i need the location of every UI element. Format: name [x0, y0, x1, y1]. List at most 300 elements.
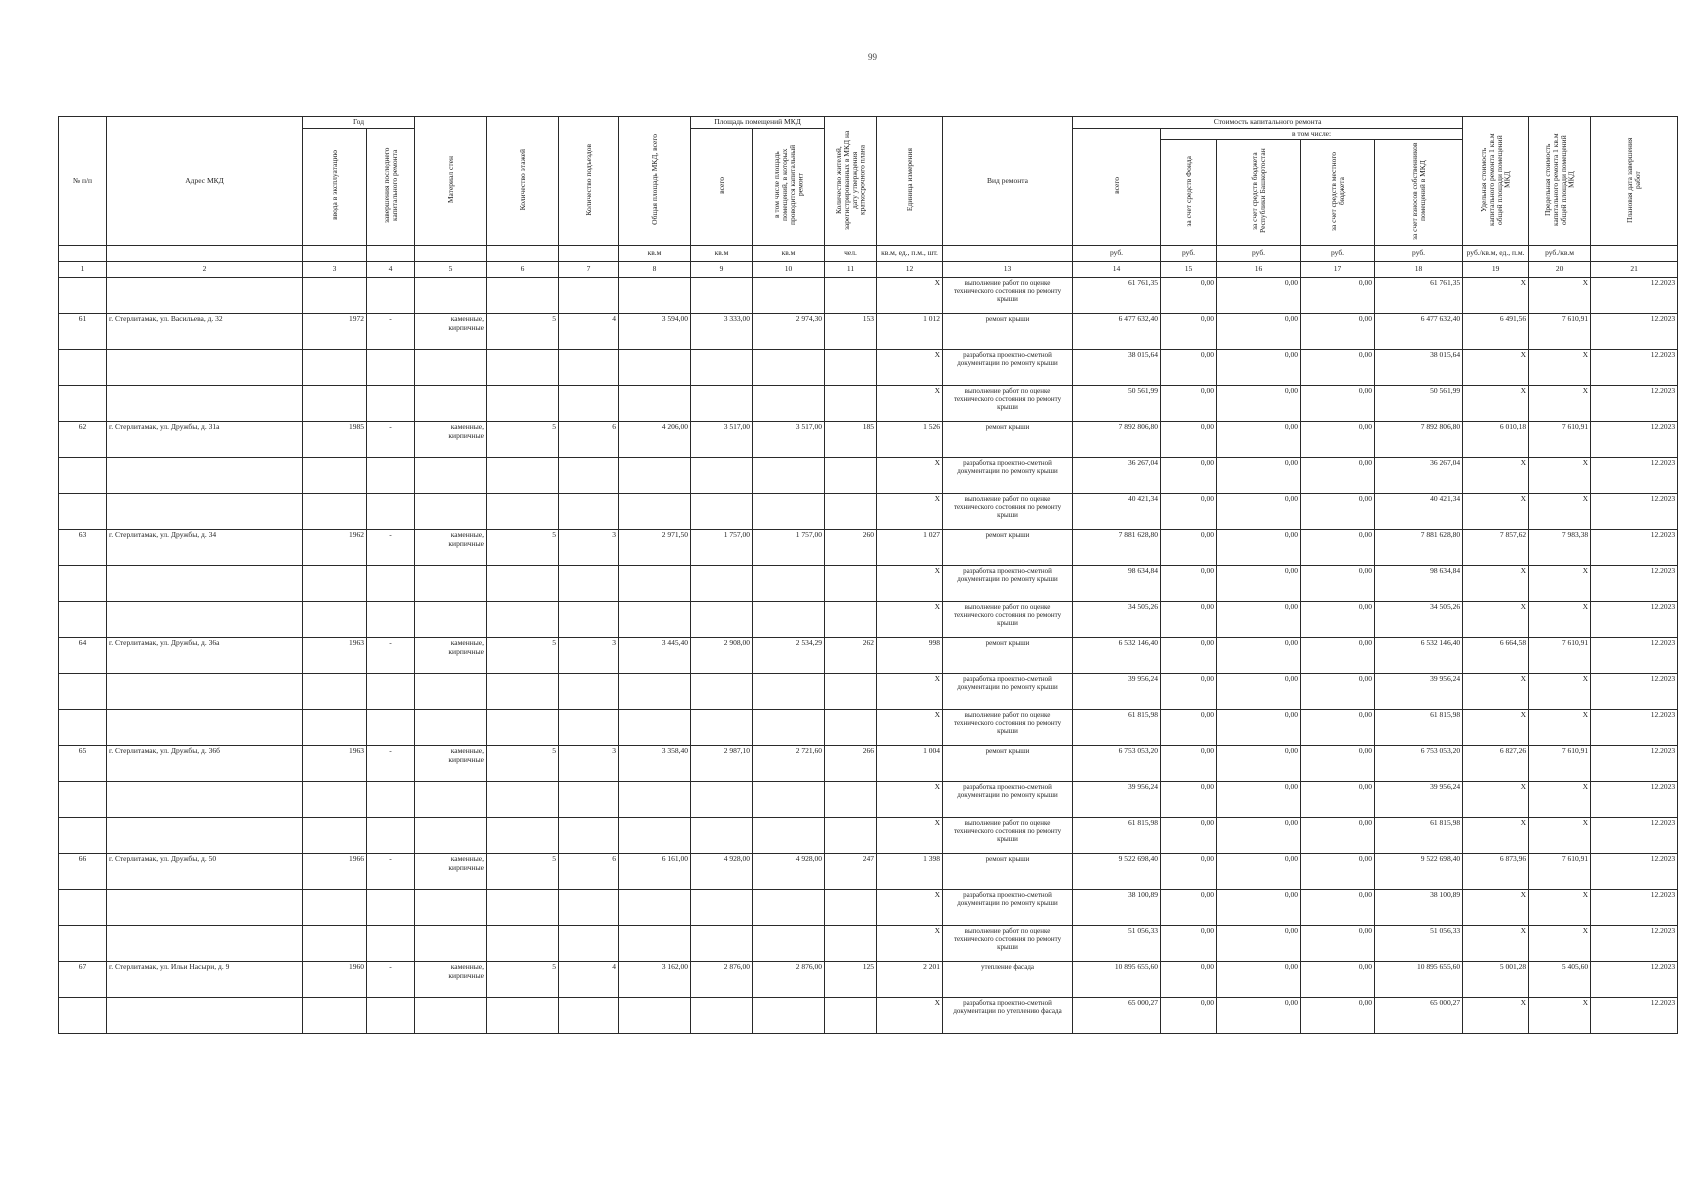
cell-work-type: выполнение работ по оценке технического состояния по ремонту крыши	[943, 925, 1073, 961]
column-number: 7	[559, 261, 619, 277]
cell-residents: 262	[825, 637, 877, 673]
column-number: 3	[303, 261, 367, 277]
cell-entrances: 6	[559, 853, 619, 889]
cell-work-type: выполнение работ по оценке технического состояния по ремонту крыши	[943, 493, 1073, 529]
cell-year-built	[303, 781, 367, 817]
cell-entrances	[559, 781, 619, 817]
cell-cost-local: 0,00	[1301, 313, 1375, 349]
cell-year-built	[303, 457, 367, 493]
cell-year-built	[303, 601, 367, 637]
column-number: 6	[487, 261, 559, 277]
cell-quantity: 1 012	[877, 313, 943, 349]
column-number: 5	[415, 261, 487, 277]
cell-num	[59, 781, 107, 817]
cell-year-repair: -	[367, 637, 415, 673]
unit-cell: кв.м	[619, 245, 691, 261]
cell-cost-republic: 0,00	[1217, 349, 1301, 385]
cell-area-premises: 2 876,00	[691, 961, 753, 997]
cell-area-repair	[753, 997, 825, 1033]
cell-area-total	[619, 385, 691, 421]
cell-area-repair	[753, 817, 825, 853]
cell-walls	[415, 385, 487, 421]
cell-cost-republic: 0,00	[1217, 817, 1301, 853]
cell-completion-date: 12.2023	[1591, 673, 1678, 709]
cell-floors: 5	[487, 961, 559, 997]
cell-unit-cost: X	[1463, 817, 1529, 853]
cell-cost-republic: 0,00	[1217, 745, 1301, 781]
cell-year-repair	[367, 889, 415, 925]
cell-work-type: выполнение работ по оценке технического состояния по ремонту крыши	[943, 817, 1073, 853]
cell-year-built	[303, 565, 367, 601]
cell-area-repair: 1 757,00	[753, 529, 825, 565]
unit-cell: руб.	[1161, 245, 1217, 261]
cell-entrances	[559, 673, 619, 709]
header-num: № п/п	[59, 117, 107, 246]
cell-area-repair: 2 876,00	[753, 961, 825, 997]
cell-cost-total: 6 753 053,20	[1073, 745, 1161, 781]
cell-cost-local: 0,00	[1301, 961, 1375, 997]
cell-unit-cost: X	[1463, 709, 1529, 745]
header-work-type: Вид ремонта	[943, 117, 1073, 246]
header-unit-cost: Удельная стоимость капитального ремонта 1 кв.м общей площади помещений МКД	[1463, 117, 1529, 246]
cell-address	[107, 565, 303, 601]
cell-walls	[415, 493, 487, 529]
cell-floors	[487, 997, 559, 1033]
cell-walls	[415, 997, 487, 1033]
header-total-area: Общая площадь МКД, всего	[619, 117, 691, 246]
cell-address: г. Стерлитамак, ул. Дружбы, д. 31а	[107, 421, 303, 457]
cell-num	[59, 925, 107, 961]
header-row-1	[59, 117, 1678, 129]
cell-walls: каменные, кирпичные	[415, 745, 487, 781]
cell-residents	[825, 781, 877, 817]
unit-cell: руб.	[1301, 245, 1375, 261]
cell-year-repair	[367, 709, 415, 745]
table-row	[59, 673, 1678, 709]
cell-cost-owners: 98 634,84	[1375, 565, 1463, 601]
cell-cost-fund: 0,00	[1161, 853, 1217, 889]
cell-cost-total: 51 056,33	[1073, 925, 1161, 961]
cell-year-repair	[367, 349, 415, 385]
cell-completion-date: 12.2023	[1591, 997, 1678, 1033]
cell-area-premises: 4 928,00	[691, 853, 753, 889]
cell-unit-cost: 6 827,26	[1463, 745, 1529, 781]
header-floors: Количество этажей	[487, 117, 559, 246]
cell-work-type: ремонт крыши	[943, 529, 1073, 565]
table-row	[59, 853, 1678, 889]
cell-unit-cost: 5 001,28	[1463, 961, 1529, 997]
cell-year-repair: -	[367, 745, 415, 781]
cell-limit-cost: 7 983,38	[1529, 529, 1591, 565]
cell-limit-cost: X	[1529, 673, 1591, 709]
cell-walls: каменные, кирпичные	[415, 637, 487, 673]
cell-address	[107, 601, 303, 637]
cell-area-repair: 2 721,60	[753, 745, 825, 781]
cell-quantity: X	[877, 997, 943, 1033]
cell-cost-owners: 34 505,26	[1375, 601, 1463, 637]
cell-residents	[825, 457, 877, 493]
cell-entrances: 4	[559, 313, 619, 349]
column-numbers-row	[59, 261, 1678, 277]
cell-cost-local: 0,00	[1301, 997, 1375, 1033]
cell-walls	[415, 673, 487, 709]
page-number: 99	[868, 52, 877, 62]
cell-walls	[415, 349, 487, 385]
cell-num	[59, 385, 107, 421]
cell-walls	[415, 889, 487, 925]
column-number: 17	[1301, 261, 1375, 277]
cell-completion-date: 12.2023	[1591, 493, 1678, 529]
cell-cost-local: 0,00	[1301, 889, 1375, 925]
cell-cost-owners: 7 881 628,80	[1375, 529, 1463, 565]
cell-num: 67	[59, 961, 107, 997]
cell-limit-cost: 7 610,91	[1529, 313, 1591, 349]
cell-area-repair	[753, 493, 825, 529]
cell-residents	[825, 493, 877, 529]
cell-cost-fund: 0,00	[1161, 493, 1217, 529]
cell-work-type: разработка проектно-сметной документации по ремонту крыши	[943, 349, 1073, 385]
cell-residents	[825, 925, 877, 961]
cell-year-built: 1972	[303, 313, 367, 349]
cell-num	[59, 277, 107, 313]
cell-cost-local: 0,00	[1301, 277, 1375, 313]
cell-limit-cost: X	[1529, 889, 1591, 925]
cell-year-repair: -	[367, 313, 415, 349]
table-row	[59, 637, 1678, 673]
units-row	[59, 245, 1678, 261]
cell-limit-cost: X	[1529, 565, 1591, 601]
cell-cost-fund: 0,00	[1161, 673, 1217, 709]
unit-cell: кв.м, ед., п.м., шт.	[877, 245, 943, 261]
cell-year-repair	[367, 493, 415, 529]
cell-quantity: X	[877, 673, 943, 709]
cell-unit-cost: X	[1463, 349, 1529, 385]
cell-address: г. Стерлитамак, ул. Дружбы, д. 36а	[107, 637, 303, 673]
cell-completion-date: 12.2023	[1591, 745, 1678, 781]
cell-walls	[415, 277, 487, 313]
cell-cost-fund: 0,00	[1161, 313, 1217, 349]
cell-area-total	[619, 565, 691, 601]
cell-floors: 5	[487, 853, 559, 889]
column-number: 21	[1591, 261, 1678, 277]
cell-year-built	[303, 925, 367, 961]
cell-entrances	[559, 277, 619, 313]
cell-year-built: 1962	[303, 529, 367, 565]
cell-walls: каменные, кирпичные	[415, 853, 487, 889]
cell-cost-fund: 0,00	[1161, 349, 1217, 385]
cell-cost-republic: 0,00	[1217, 853, 1301, 889]
cell-area-total	[619, 277, 691, 313]
header-year-last-repair: завершения последнего капитального ремонта	[367, 128, 415, 245]
cell-address	[107, 709, 303, 745]
cell-cost-local: 0,00	[1301, 637, 1375, 673]
cell-limit-cost: 7 610,91	[1529, 421, 1591, 457]
cell-completion-date: 12.2023	[1591, 349, 1678, 385]
cell-entrances	[559, 925, 619, 961]
header-cost-owners: за счет взносов собственников помещений в МКД	[1375, 140, 1463, 246]
cell-num	[59, 493, 107, 529]
cell-floors: 5	[487, 529, 559, 565]
unit-cell	[59, 245, 107, 261]
cell-quantity: X	[877, 889, 943, 925]
column-number: 10	[753, 261, 825, 277]
cell-year-built: 1985	[303, 421, 367, 457]
cell-floors	[487, 925, 559, 961]
column-number: 4	[367, 261, 415, 277]
header-cost-group: Стоимость капитального ремонта	[1073, 117, 1463, 129]
cell-residents	[825, 601, 877, 637]
unit-cell	[415, 245, 487, 261]
cell-unit-cost: X	[1463, 457, 1529, 493]
cell-floors	[487, 601, 559, 637]
cell-completion-date: 12.2023	[1591, 529, 1678, 565]
table-row	[59, 601, 1678, 637]
cell-num	[59, 565, 107, 601]
table-row	[59, 349, 1678, 385]
cell-quantity: 1 027	[877, 529, 943, 565]
table-row	[59, 457, 1678, 493]
cell-num	[59, 889, 107, 925]
cell-area-repair	[753, 673, 825, 709]
cell-floors: 5	[487, 637, 559, 673]
cell-floors	[487, 493, 559, 529]
cell-area-repair	[753, 457, 825, 493]
cell-walls	[415, 781, 487, 817]
cell-year-built	[303, 277, 367, 313]
cell-cost-owners: 38 015,64	[1375, 349, 1463, 385]
cell-completion-date: 12.2023	[1591, 853, 1678, 889]
cell-unit-cost: 6 010,18	[1463, 421, 1529, 457]
cell-address	[107, 997, 303, 1033]
cell-unit-cost: X	[1463, 925, 1529, 961]
cell-residents	[825, 565, 877, 601]
cell-floors	[487, 277, 559, 313]
unit-cell: руб./кв.м, ед., п.м.	[1463, 245, 1529, 261]
cell-completion-date: 12.2023	[1591, 961, 1678, 997]
cell-num	[59, 997, 107, 1033]
cell-work-type: разработка проектно-сметной документации по ремонту крыши	[943, 565, 1073, 601]
cell-cost-republic: 0,00	[1217, 961, 1301, 997]
cell-residents: 153	[825, 313, 877, 349]
unit-cell	[943, 245, 1073, 261]
cell-cost-local: 0,00	[1301, 673, 1375, 709]
cell-cost-local: 0,00	[1301, 601, 1375, 637]
cell-area-premises	[691, 925, 753, 961]
cell-area-premises	[691, 457, 753, 493]
cell-residents	[825, 709, 877, 745]
cell-cost-owners: 6 532 146,40	[1375, 637, 1463, 673]
table-row	[59, 421, 1678, 457]
cell-limit-cost: X	[1529, 781, 1591, 817]
cell-address	[107, 457, 303, 493]
cell-unit-cost: 6 873,96	[1463, 853, 1529, 889]
cell-area-premises: 3 333,00	[691, 313, 753, 349]
table-body	[59, 277, 1678, 1033]
column-number: 9	[691, 261, 753, 277]
column-number: 14	[1073, 261, 1161, 277]
cell-floors: 5	[487, 313, 559, 349]
cell-area-premises	[691, 385, 753, 421]
cell-limit-cost: 7 610,91	[1529, 853, 1591, 889]
cell-area-premises: 3 517,00	[691, 421, 753, 457]
cell-entrances	[559, 709, 619, 745]
column-number: 20	[1529, 261, 1591, 277]
cell-area-total: 3 358,40	[619, 745, 691, 781]
cell-year-built: 1966	[303, 853, 367, 889]
cell-completion-date: 12.2023	[1591, 421, 1678, 457]
unit-cell: чел.	[825, 245, 877, 261]
cell-walls	[415, 817, 487, 853]
table-row	[59, 277, 1678, 313]
cell-entrances: 4	[559, 961, 619, 997]
cell-cost-total: 7 892 806,80	[1073, 421, 1161, 457]
cell-year-repair	[367, 997, 415, 1033]
cell-address: г. Стерлитамак, ул. Ильи Насыри, д. 9	[107, 961, 303, 997]
cell-limit-cost: 5 405,60	[1529, 961, 1591, 997]
cell-work-type: ремонт крыши	[943, 421, 1073, 457]
cell-area-premises	[691, 781, 753, 817]
header-year-commissioning: ввода в эксплуатацию	[303, 128, 367, 245]
cell-work-type: ремонт крыши	[943, 745, 1073, 781]
cell-cost-total: 65 000,27	[1073, 997, 1161, 1033]
cell-completion-date: 12.2023	[1591, 889, 1678, 925]
cell-cost-local: 0,00	[1301, 745, 1375, 781]
cell-cost-owners: 39 956,24	[1375, 781, 1463, 817]
cell-cost-total: 98 634,84	[1073, 565, 1161, 601]
cell-year-built: 1960	[303, 961, 367, 997]
cell-area-total	[619, 601, 691, 637]
cell-unit-cost: X	[1463, 277, 1529, 313]
column-number: 8	[619, 261, 691, 277]
cell-quantity: X	[877, 565, 943, 601]
cell-quantity: 1 398	[877, 853, 943, 889]
column-number: 11	[825, 261, 877, 277]
cell-residents	[825, 385, 877, 421]
unit-cell: руб.	[1073, 245, 1161, 261]
cell-year-built	[303, 673, 367, 709]
cell-cost-total: 9 522 698,40	[1073, 853, 1161, 889]
cell-cost-fund: 0,00	[1161, 529, 1217, 565]
cell-completion-date: 12.2023	[1591, 817, 1678, 853]
cell-cost-local: 0,00	[1301, 457, 1375, 493]
cell-work-type: ремонт крыши	[943, 637, 1073, 673]
cell-address: г. Стерлитамак, ул. Васильева, д. 32	[107, 313, 303, 349]
cell-year-built	[303, 349, 367, 385]
cell-quantity: X	[877, 277, 943, 313]
cell-unit-cost: X	[1463, 565, 1529, 601]
column-number: 1	[59, 261, 107, 277]
cell-walls	[415, 709, 487, 745]
header-cost-fund: за счет средств Фонда	[1161, 140, 1217, 246]
cell-unit-cost: X	[1463, 385, 1529, 421]
table-row	[59, 925, 1678, 961]
capital-repair-table	[58, 116, 1678, 1034]
cell-num	[59, 349, 107, 385]
cell-num	[59, 457, 107, 493]
cell-area-total: 3 445,40	[619, 637, 691, 673]
cell-completion-date: 12.2023	[1591, 277, 1678, 313]
cell-year-repair	[367, 457, 415, 493]
unit-cell	[107, 245, 303, 261]
column-number: 18	[1375, 261, 1463, 277]
table-row	[59, 385, 1678, 421]
cell-residents: 125	[825, 961, 877, 997]
cell-quantity: X	[877, 781, 943, 817]
cell-cost-fund: 0,00	[1161, 925, 1217, 961]
header-cost-republic: за счет средств бюджета Республики Башкортостан	[1217, 140, 1301, 246]
cell-cost-owners: 36 267,04	[1375, 457, 1463, 493]
cell-floors	[487, 349, 559, 385]
header-wall-material: Материал стен	[415, 117, 487, 246]
cell-entrances: 6	[559, 421, 619, 457]
cell-cost-total: 50 561,99	[1073, 385, 1161, 421]
cell-cost-total: 61 761,35	[1073, 277, 1161, 313]
column-number: 19	[1463, 261, 1529, 277]
cell-unit-cost: 6 664,58	[1463, 637, 1529, 673]
cell-work-type: разработка проектно-сметной документации по утеплению фасада	[943, 997, 1073, 1033]
cell-cost-owners: 50 561,99	[1375, 385, 1463, 421]
cell-num: 62	[59, 421, 107, 457]
cell-residents	[825, 349, 877, 385]
cell-cost-owners: 38 100,89	[1375, 889, 1463, 925]
cell-cost-republic: 0,00	[1217, 565, 1301, 601]
cell-completion-date: 12.2023	[1591, 313, 1678, 349]
cell-cost-owners: 39 956,24	[1375, 673, 1463, 709]
cell-entrances: 3	[559, 745, 619, 781]
cell-cost-owners: 10 895 655,60	[1375, 961, 1463, 997]
cell-cost-owners: 9 522 698,40	[1375, 853, 1463, 889]
cell-area-total	[619, 925, 691, 961]
cell-year-repair	[367, 925, 415, 961]
cell-area-total: 6 161,00	[619, 853, 691, 889]
table-row	[59, 997, 1678, 1033]
cell-address	[107, 817, 303, 853]
cell-residents: 185	[825, 421, 877, 457]
cell-area-premises	[691, 277, 753, 313]
cell-entrances	[559, 493, 619, 529]
cell-work-type: выполнение работ по оценке технического состояния по ремонту крыши	[943, 277, 1073, 313]
cell-cost-republic: 0,00	[1217, 313, 1301, 349]
cell-cost-fund: 0,00	[1161, 565, 1217, 601]
cell-unit-cost: X	[1463, 889, 1529, 925]
cell-limit-cost: X	[1529, 349, 1591, 385]
cell-area-repair: 2 534,29	[753, 637, 825, 673]
cell-cost-fund: 0,00	[1161, 781, 1217, 817]
cell-residents: 247	[825, 853, 877, 889]
cell-work-type: выполнение работ по оценке технического состояния по ремонту крыши	[943, 709, 1073, 745]
cell-year-built	[303, 493, 367, 529]
cell-year-repair	[367, 385, 415, 421]
cell-entrances	[559, 385, 619, 421]
unit-cell: руб.	[1375, 245, 1463, 261]
cell-area-total	[619, 673, 691, 709]
cell-quantity: X	[877, 349, 943, 385]
cell-num: 63	[59, 529, 107, 565]
cell-address	[107, 493, 303, 529]
cell-work-type: разработка проектно-сметной документации по ремонту крыши	[943, 673, 1073, 709]
cell-walls: каменные, кирпичные	[415, 313, 487, 349]
cell-walls: каменные, кирпичные	[415, 961, 487, 997]
cell-cost-owners: 61 761,35	[1375, 277, 1463, 313]
cell-floors	[487, 781, 559, 817]
cell-cost-republic: 0,00	[1217, 601, 1301, 637]
cell-year-repair	[367, 673, 415, 709]
cell-cost-republic: 0,00	[1217, 421, 1301, 457]
cell-cost-fund: 0,00	[1161, 745, 1217, 781]
cell-entrances: 3	[559, 637, 619, 673]
cell-year-repair	[367, 565, 415, 601]
cell-area-premises	[691, 493, 753, 529]
